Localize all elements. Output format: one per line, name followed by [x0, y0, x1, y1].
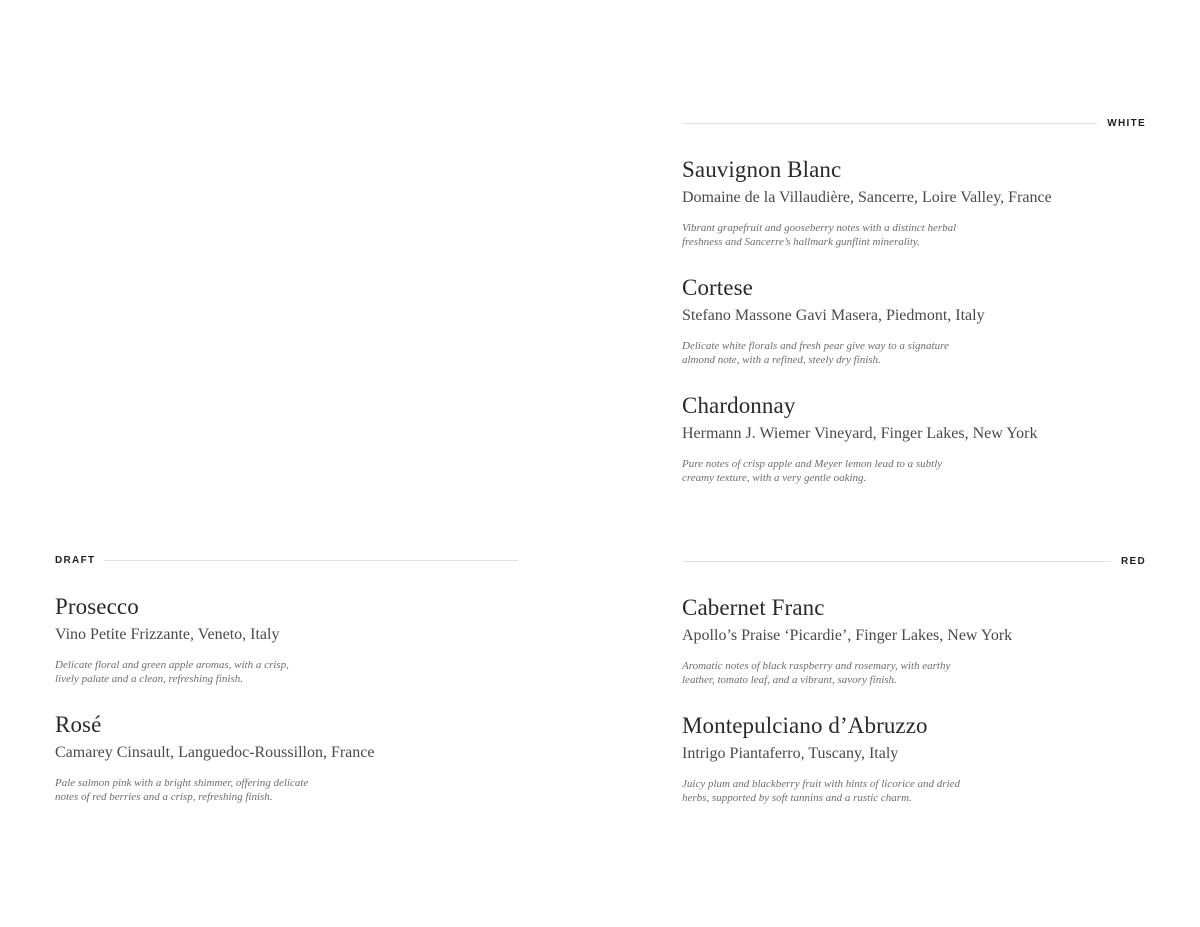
wine-producer: Domaine de la Villaudière, Sancerre, Loire Valley, France: [682, 189, 1052, 206]
wine-notes-line: Pale salmon pink with a bright shimmer, offering delicate: [55, 777, 309, 789]
wine-notes: [682, 221, 1017, 249]
section-divider: [682, 123, 1097, 124]
wine-producer: Apollo’s Praise ‘Picardie’, Finger Lakes, New York: [682, 627, 1013, 644]
section-header-draft: [55, 551, 518, 569]
wine-notes-line: almond note, with a refined, steely dry finish.: [682, 354, 881, 366]
section-label-red: RED: [1120, 555, 1146, 567]
section-white: [682, 114, 1146, 485]
wine-notes-line: Aromatic notes of black raspberry and rosemary, with earthy: [682, 660, 951, 672]
wine-notes-line: lively palate and a clean, refreshing finish.: [55, 673, 243, 685]
wine-producer: Hermann J. Wiemer Vineyard, Finger Lakes, New York: [682, 425, 1038, 442]
wine-notes-line: Delicate white florals and fresh pear give way to a signature: [682, 340, 949, 352]
wine-notes: [682, 339, 1017, 367]
wine-item: [682, 393, 1146, 485]
wine-notes: [682, 659, 1017, 687]
wine-name: Cortese: [682, 275, 753, 300]
wine-notes: [55, 776, 390, 804]
section-label-draft: DRAFT: [55, 554, 96, 566]
wine-name: Cabernet Franc: [682, 595, 825, 620]
section-divider: [682, 561, 1111, 562]
wine-name: Sauvignon Blanc: [682, 157, 842, 182]
wine-notes: [682, 457, 1017, 485]
wine-item: [682, 275, 1146, 367]
section-header-white: [682, 114, 1146, 132]
wine-item: [682, 713, 1146, 805]
wine-item: [682, 157, 1146, 249]
wine-name: Chardonnay: [682, 393, 796, 418]
wine-name: Montepulciano d’Abruzzo: [682, 713, 928, 738]
wine-notes-line: Pure notes of crisp apple and Meyer lemon lead to a subtly: [682, 458, 943, 470]
wine-notes-line: Delicate floral and green apple aromas, with a crisp,: [55, 659, 289, 671]
wine-name: Rosé: [55, 712, 102, 737]
wine-notes-line: creamy texture, with a very gentle oaking.: [682, 472, 867, 484]
wine-producer: Vino Petite Frizzante, Veneto, Italy: [55, 626, 280, 643]
section-label-white: WHITE: [1107, 117, 1146, 129]
wine-producer: Stefano Massone Gavi Masera, Piedmont, Italy: [682, 307, 985, 324]
wine-producer: Camarey Cinsault, Languedoc-Roussillon, France: [55, 744, 375, 761]
wine-notes-line: freshness and Sancerre’s hallmark gunflint minerality.: [682, 236, 920, 248]
wine-name: Prosecco: [55, 594, 139, 619]
wine-producer: Intrigo Piantaferro, Tuscany, Italy: [682, 745, 899, 762]
wine-notes-line: Vibrant grapefruit and gooseberry notes with a distinct herbal: [682, 222, 957, 234]
section-draft: [55, 551, 518, 804]
section-red: [682, 552, 1146, 805]
wine-notes-line: leather, tomato leaf, and a vibrant, savory finish.: [682, 674, 897, 686]
wine-notes: [682, 777, 1017, 805]
wine-item: [55, 594, 518, 686]
wine-item: [55, 712, 518, 804]
section-header-red: [682, 552, 1146, 570]
section-divider: [104, 560, 518, 561]
wine-item: [682, 595, 1146, 687]
wine-notes-line: herbs, supported by soft tannins and a rustic charm.: [682, 792, 912, 804]
wine-notes-line: Juicy plum and blackberry fruit with hints of licorice and dried: [682, 778, 961, 790]
wine-notes: [55, 658, 390, 686]
wine-notes-line: notes of red berries and a crisp, refreshing finish.: [55, 791, 273, 803]
